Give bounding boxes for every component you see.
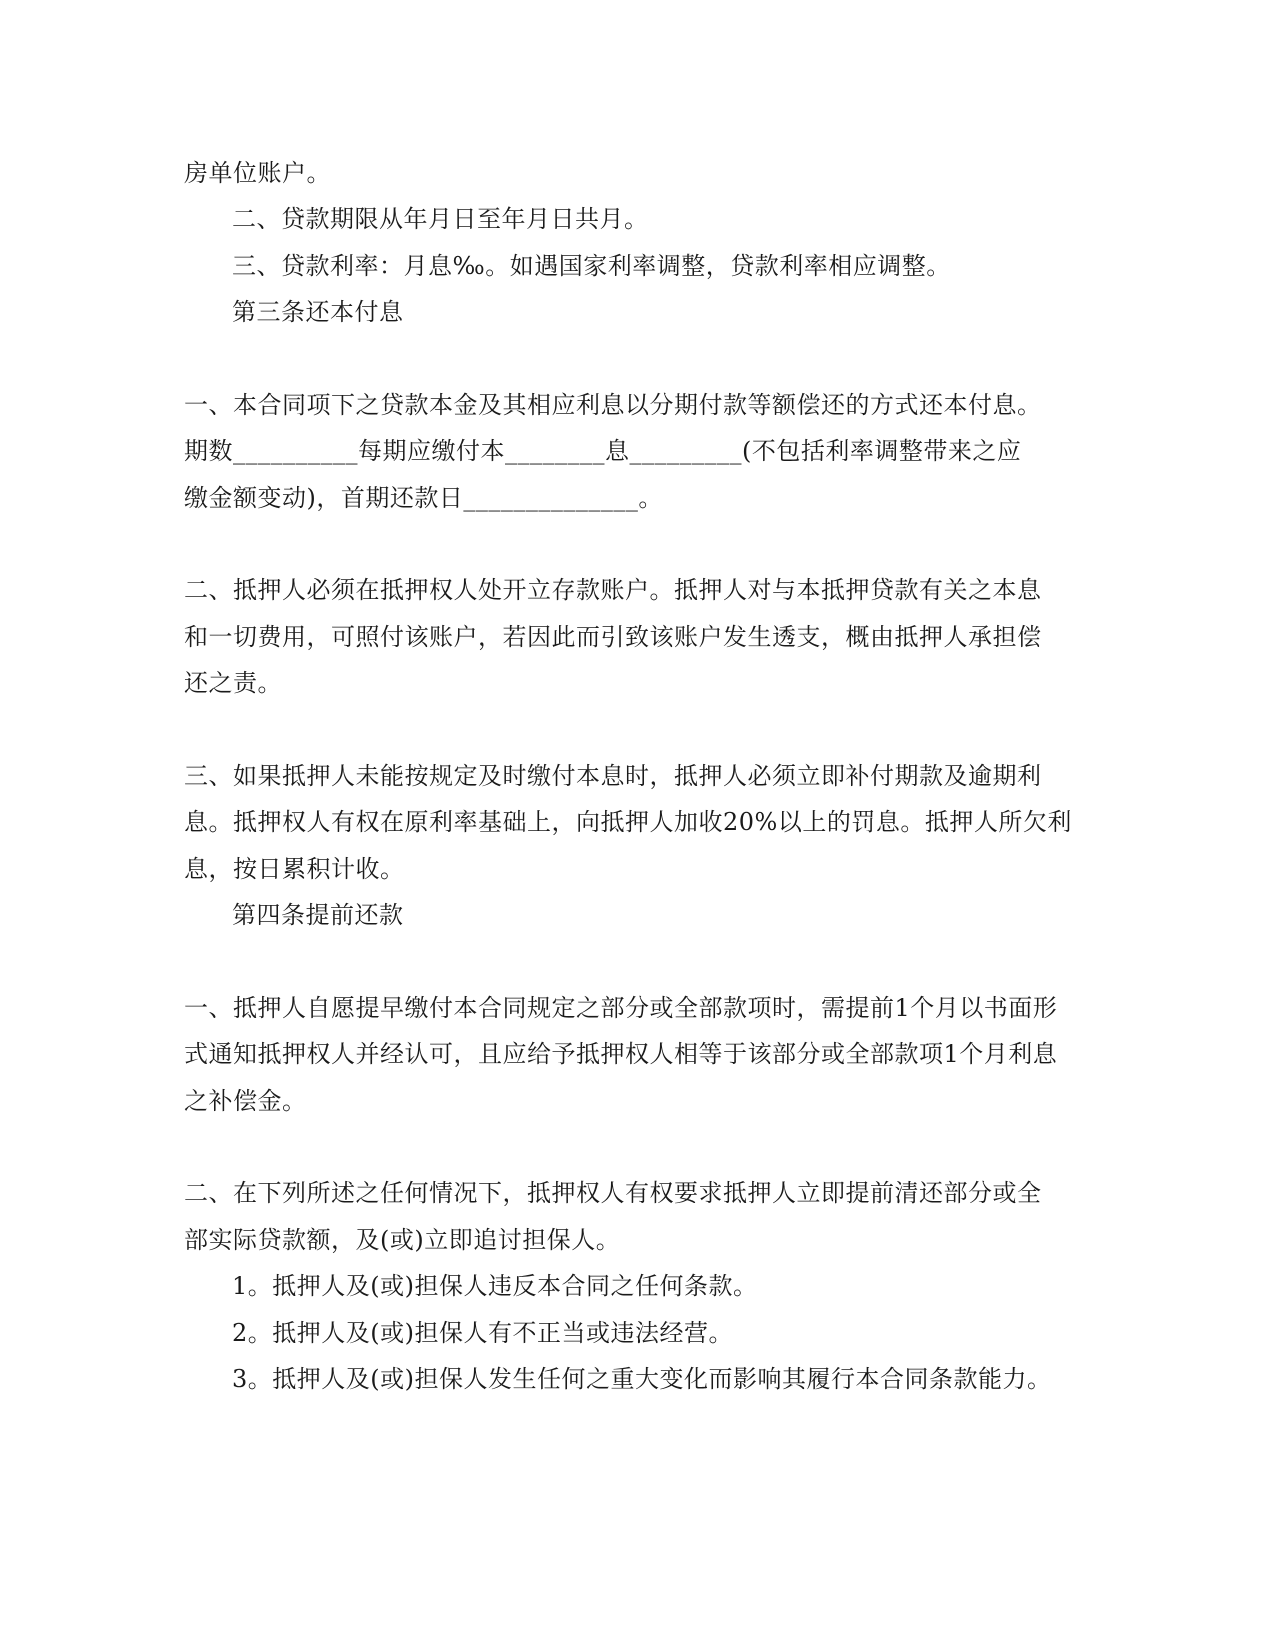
section-heading: 第四条提前还款 (232, 901, 404, 929)
paragraph-line: 一、抵押人自愿提早缴付本合同规定之部分或全部款项时，需提前1个月以书面形 (184, 994, 1058, 1022)
paragraph-line: 三、如果抵押人未能按规定及时缴付本息时，抵押人必须立即补付期款及逾期利 (184, 762, 1042, 790)
paragraph-line: 房单位账户。 (184, 159, 331, 187)
paragraph-line: 缴金额变动)，首期还款日______________。 (184, 484, 663, 512)
paragraph-line: 式通知抵押权人并经认可，且应给予抵押权人相等于该部分或全部款项1个月利息 (184, 1040, 1058, 1068)
paragraph-line: 还之责。 (184, 669, 282, 697)
list-item: 2。抵押人及(或)担保人有不正当或违法经营。 (232, 1319, 733, 1347)
paragraph-line: 息，按日累积计收。 (184, 855, 405, 883)
list-item: 1。抵押人及(或)担保人违反本合同之任何条款。 (232, 1272, 758, 1300)
paragraph-line: 部实际贷款额，及(或)立即追讨担保人。 (184, 1226, 621, 1254)
paragraph-line: 和一切费用，可照付该账户，若因此而引致该账户发生透支，概由抵押人承担偿 (184, 623, 1042, 651)
paragraph-line: 期数__________每期应缴付本________息_________(不包括利率调整带来之应 (184, 437, 1022, 465)
paragraph-line: 之补偿金。 (184, 1087, 307, 1115)
paragraph-line: 二、抵押人必须在抵押权人处开立存款账户。抵押人对与本抵押贷款有关之本息 (184, 576, 1042, 604)
paragraph-line: 二、贷款期限从年月日至年月日共月。 (232, 205, 649, 233)
paragraph-line: 三、贷款利率：月息‰。如遇国家利率调整，贷款利率相应调整。 (232, 252, 951, 280)
paragraph-line: 一、本合同项下之贷款本金及其相应利息以分期付款等额偿还的方式还本付息。 (184, 391, 1042, 419)
paragraph-line: 二、在下列所述之任何情况下，抵押权人有权要求抵押人立即提前清还部分或全 (184, 1179, 1042, 1207)
section-heading: 第三条还本付息 (232, 298, 404, 326)
paragraph-line: 息。抵押权人有权在原利率基础上，向抵押人加收20%以上的罚息。抵押人所欠利 (184, 808, 1072, 836)
list-item: 3。抵押人及(或)担保人发生任何之重大变化而影响其履行本合同条款能力。 (232, 1365, 1052, 1393)
